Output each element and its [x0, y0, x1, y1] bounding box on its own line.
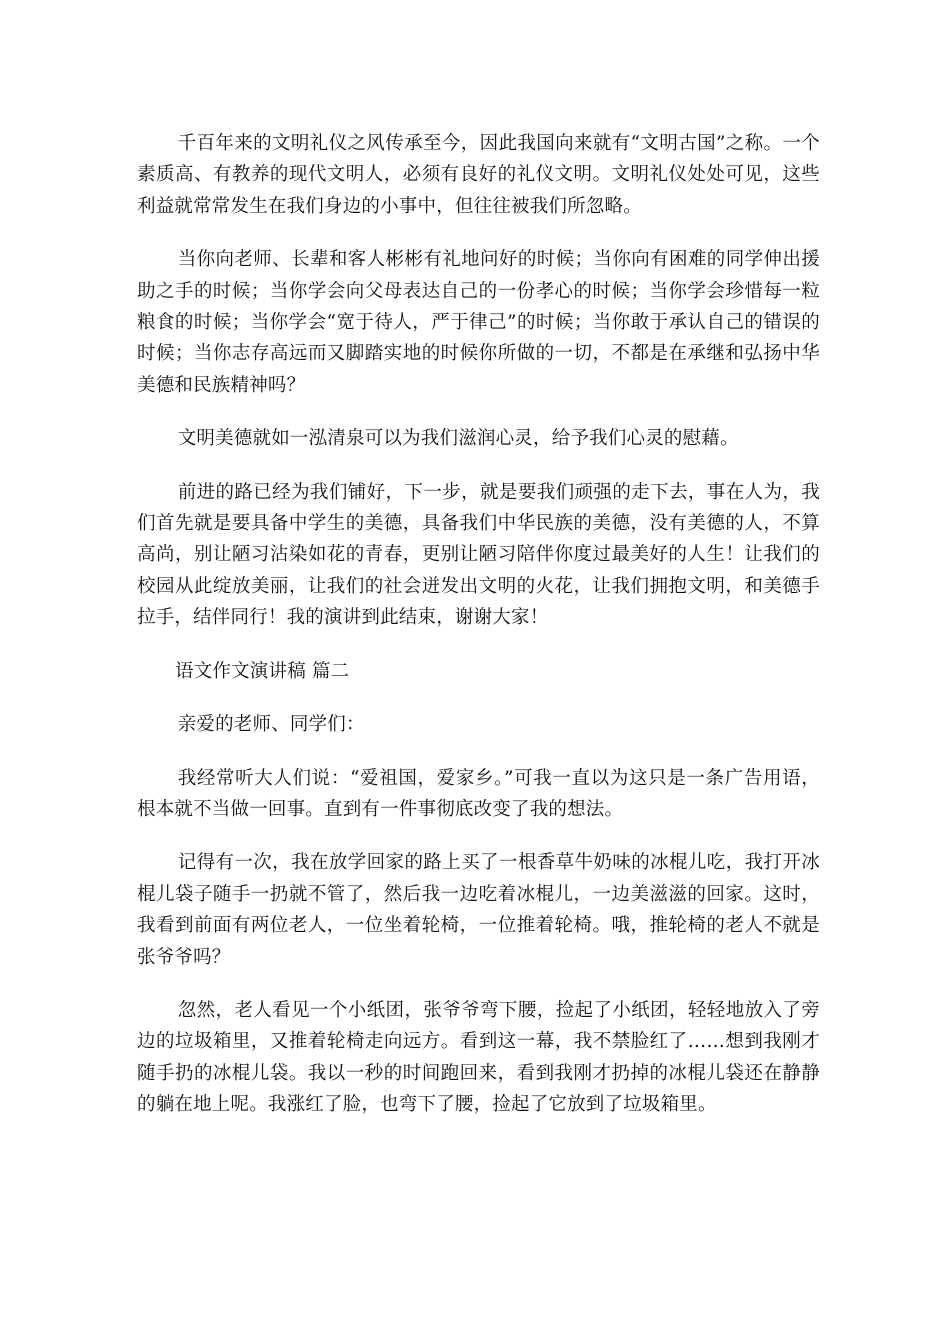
- paragraph: 前进的路已经为我们铺好，下一步，就是要我们顽强的走下去，事在人为，我们首先就是要具备中学生的美德，具备我们中华民族的美德，没有美德的人，不算高尚，别让陋习沾染如花的青春，更别让陋习陪伴你度过最美好的人生！让我们的校园从此绽放美丽，让我们的社会迸发出文明的火花，让我们拥抱文明，和美德手拉手，结伴同行！我的演讲到此结束，谢谢大家！: [137, 481, 820, 629]
- document-page: [137, 128, 820, 1143]
- paragraph: 千百年来的文明礼仪之风传承至今，因此我国向来就有“文明古国”之称。一个素质高、有教养的现代文明人，必须有良好的礼仪文明。文明礼仪处处可见，这些利益就常常发生在我们身边的小事中，但往往被我们所忽略。: [137, 133, 820, 217]
- paragraph: 记得有一次，我在放学回家的路上买了一根香草牛奶味的冰棍儿吃，我打开冰棍儿袋子随手一扔就不管了，然后我一边吃着冰棍儿，一边美滋滋的回家。这时，我看到前面有两位老人，一位坐着轮椅，一位推着轮椅。哦，推轮椅的老人不就是张爷爷吗？: [137, 852, 820, 968]
- paragraph: 文明美德就如一泓清泉可以为我们滋润心灵，给予我们心灵的慰藉。: [177, 428, 739, 450]
- paragraph: 忽然，老人看见一个小纸团，张爷爷弯下腰，捡起了小纸团，轻轻地放入了旁边的垃圾箱里，又推着轮椅走向远方。看到这一幕，我不禁脸红了……想到我刚才随手扔的冰棍儿袋。我以一秒的时间跑回来，看到我刚才扔掉的冰棍儿袋还在静静的躺在地上呢。我涨红了脸，也弯下了腰，捡起了它放到了垃圾箱里。: [137, 999, 820, 1116]
- section-heading: 语文作文演讲稿 篇二: [175, 660, 350, 682]
- paragraph: 当你向老师、长辈和客人彬彬有礼地问好的时候；当你向有困难的同学伸出援助之手的时候；当你学会向父母表达自己的一份孝心的时候；当你学会珍惜每一粒粮食的时候；当你学会“宽于待人，严于律己”的时候；当你敢于承认自己的错误的时候；当你志存高远而又脚踏实地的时候你所做的一切，不都是在承继和弘扬中华美德和民族精神吗？: [137, 249, 820, 396]
- paragraph: 我经常听大人们说：“爱祖国，爱家乡。”可我一直以为这只是一条广告用语，根本就不当做一回事。直到有一件事彻底改变了我的想法。: [137, 767, 820, 820]
- salutation: 亲爱的老师、同学们：: [177, 714, 365, 736]
